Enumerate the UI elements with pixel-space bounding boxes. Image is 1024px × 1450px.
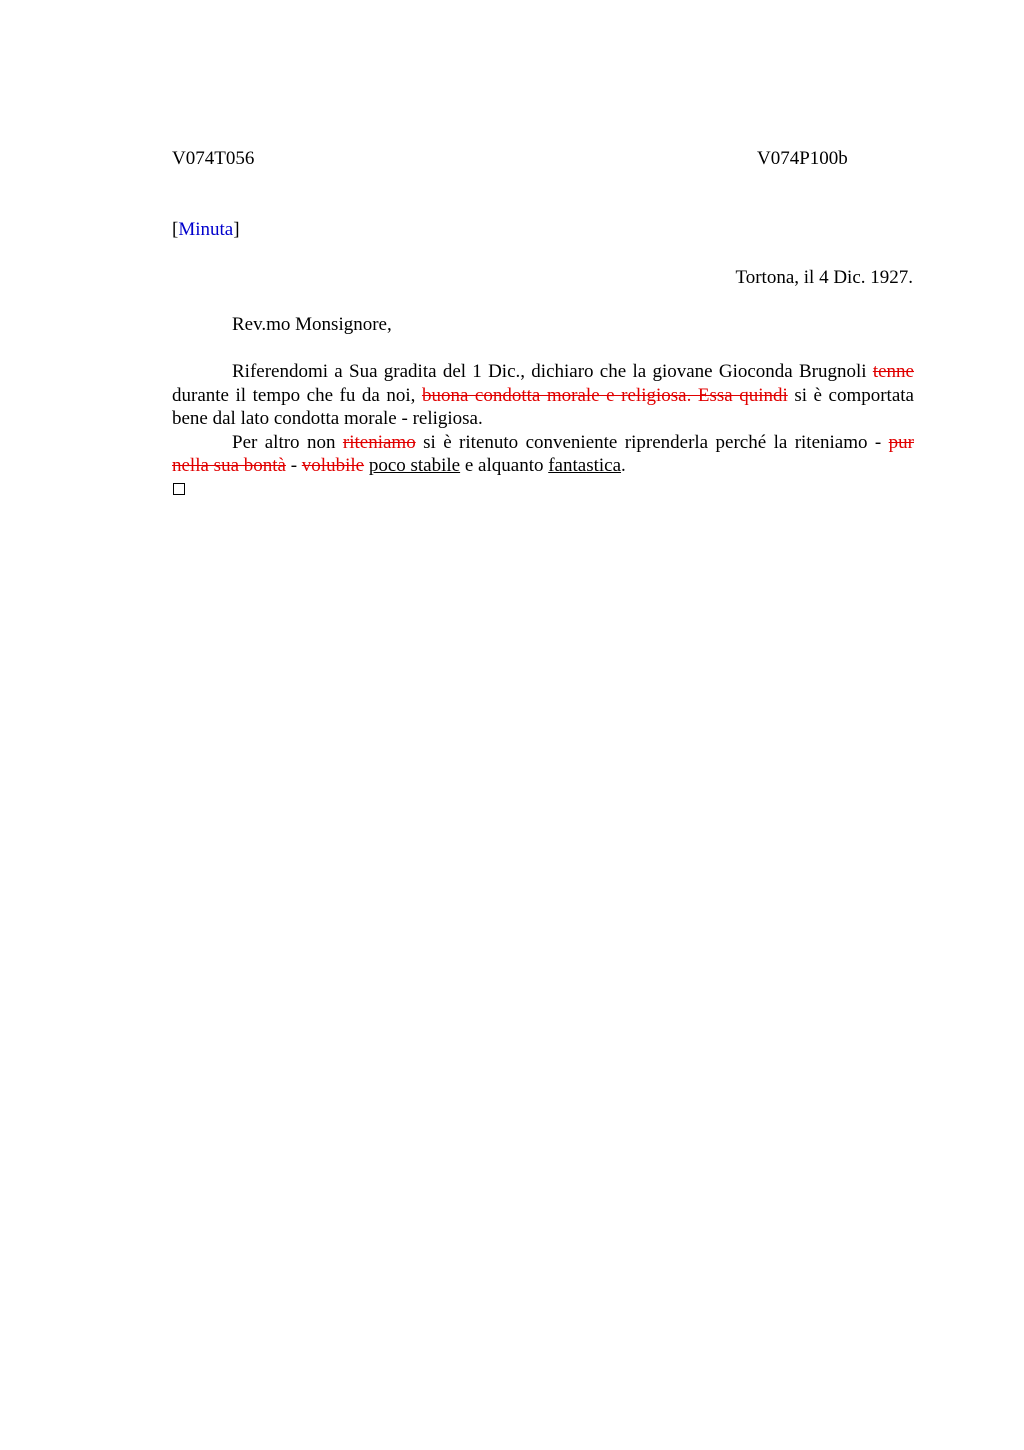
p1-text-1: Riferendomi a Sua gradita del 1 Dic., dichiaro che la giovane Gioconda Brugnoli — [232, 361, 873, 382]
p1-text-2: durante il tempo che fu da noi, — [172, 384, 422, 406]
salutation: Rev.mo Monsignore, — [232, 314, 392, 335]
end-of-document-box-icon — [173, 483, 185, 495]
p2-text-6: . — [621, 455, 626, 476]
paragraph-2 — [172, 431, 914, 478]
paragraph-1 — [172, 360, 914, 431]
minuta-close-bracket: ] — [233, 219, 240, 240]
minuta-open-bracket: [ — [172, 219, 179, 240]
p1-deleted-1: tenne — [872, 361, 914, 382]
p2-text-3: - — [285, 455, 302, 476]
p2-text-2: si è ritenuto conveniente riprenderla perché la riteniamo - — [415, 431, 889, 453]
minuta-label — [172, 218, 240, 242]
p2-deleted-2: pur nella sua bontà — [172, 431, 914, 476]
archive-code-right: V074P100b — [757, 148, 848, 169]
letter-body — [172, 360, 914, 478]
letter-date: Tortona, il 4 Dic. 1927. — [735, 267, 913, 288]
p2-text-5: e alquanto — [460, 455, 549, 476]
p2-underlined-2: fantastica — [548, 455, 622, 476]
p1-deleted-2: buona condotta morale e religiosa. Essa quindi — [421, 384, 788, 406]
p2-text-1: Per altro non — [232, 431, 343, 453]
archive-code-left: V074T056 — [172, 148, 255, 169]
p2-deleted-3: volubile — [301, 455, 365, 476]
minuta-word: Minuta — [178, 219, 234, 240]
p1-text-3: si è comportata bene dal lato condotta morale - religiosa. — [172, 384, 914, 429]
p2-underlined-1: poco stabile — [368, 455, 461, 476]
p2-deleted-1: riteniamo — [342, 431, 416, 453]
